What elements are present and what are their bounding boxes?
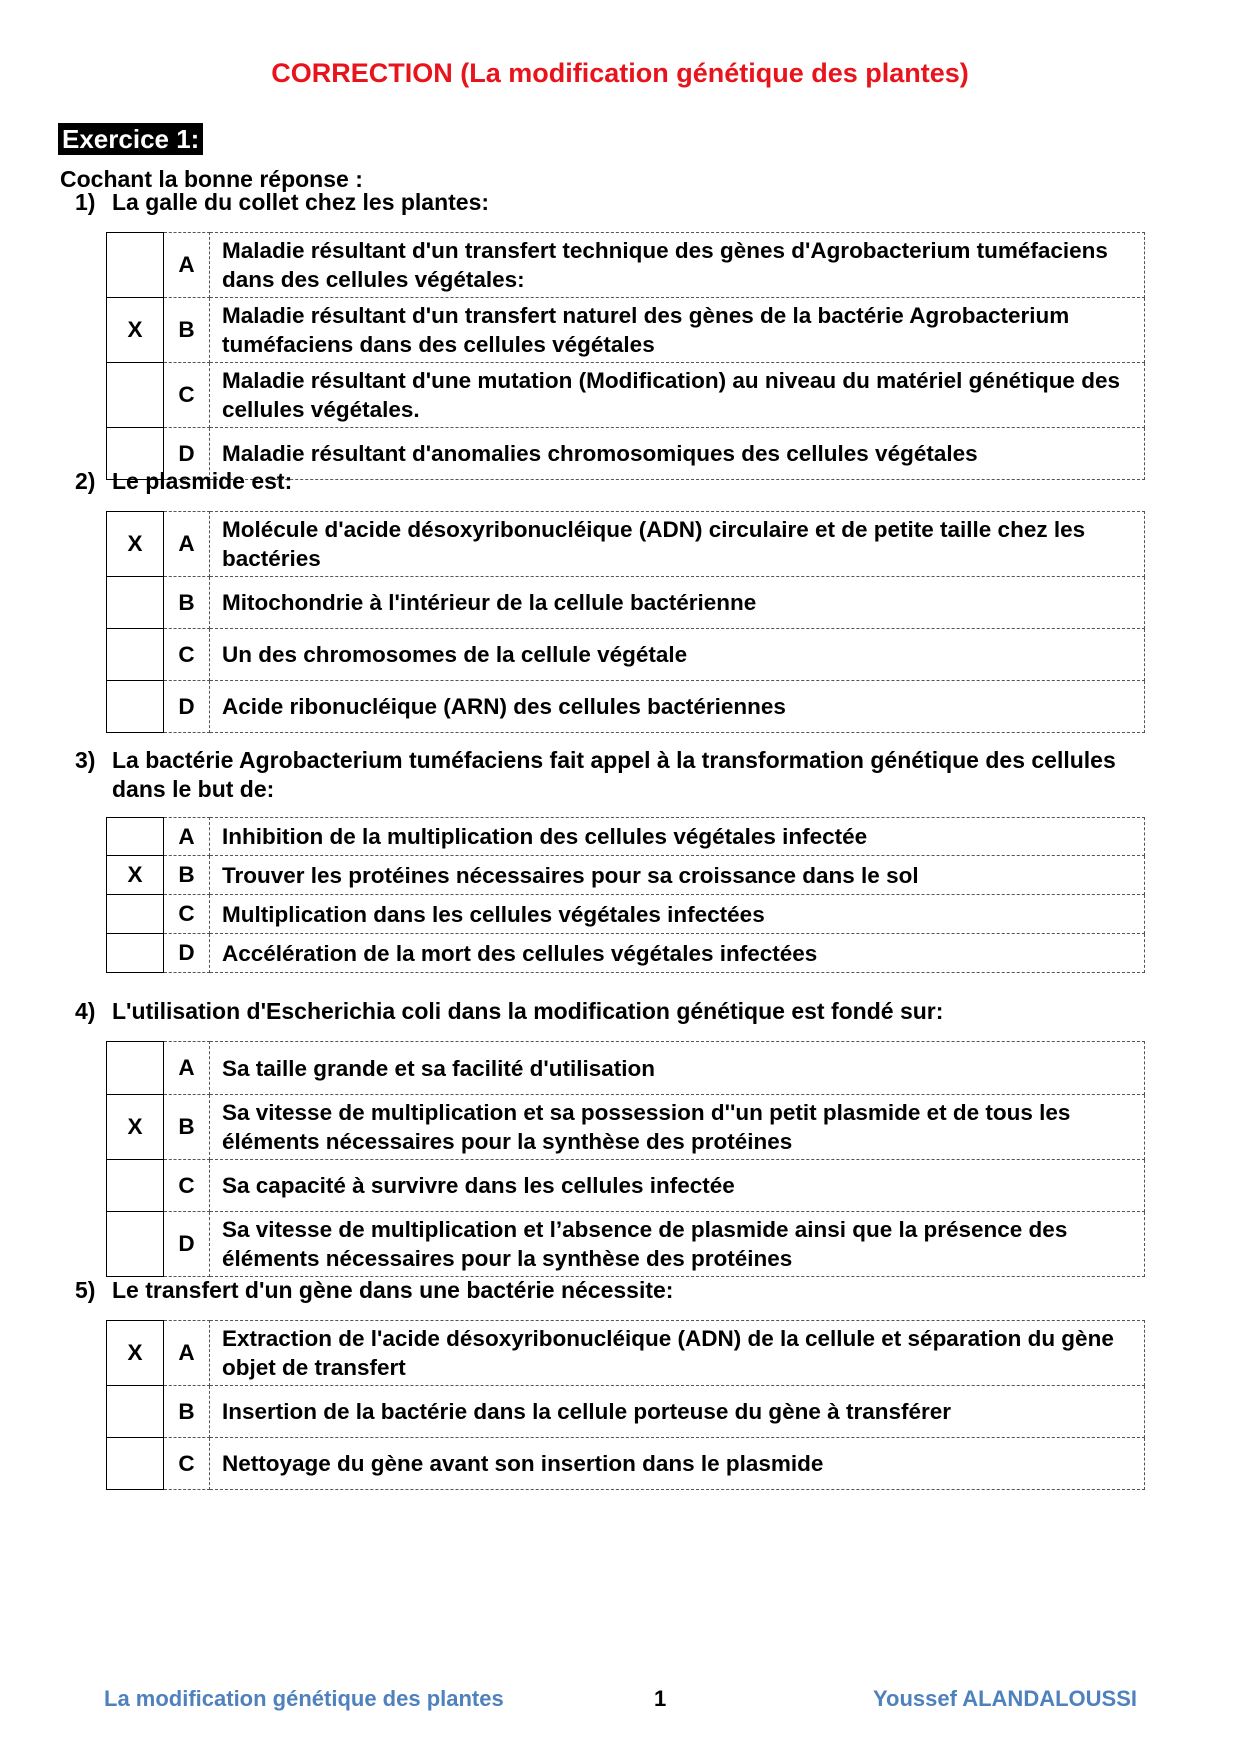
answer-text: Inhibition de la multiplication des cellules végétales infectée xyxy=(210,818,1145,856)
answer-text: Sa vitesse de multiplication et sa possession d''un petit plasmide et de tous les éléments nécessaires pour la synthèse des protéines xyxy=(210,1095,1145,1160)
answer-row xyxy=(107,363,1145,428)
answer-table-1 xyxy=(106,232,1145,480)
question-number: 3) xyxy=(75,747,96,773)
answer-checkbox[interactable] xyxy=(107,895,164,934)
answer-row xyxy=(107,298,1145,363)
answer-text: Maladie résultant d'un transfert naturel des gènes de la bactérie Agrobacterium tuméfaciens dans des cellules végétales xyxy=(210,298,1145,363)
answer-row xyxy=(107,1160,1145,1212)
answer-table-4 xyxy=(106,1041,1145,1277)
answer-letter: C xyxy=(164,1160,210,1212)
answer-checkbox[interactable]: X xyxy=(107,856,164,895)
answer-text: Trouver les protéines nécessaires pour sa croissance dans le sol xyxy=(210,856,1145,895)
answer-table-5 xyxy=(106,1320,1145,1490)
question-text: Le transfert d'un gène dans une bactérie nécessite: xyxy=(112,1277,674,1303)
answer-row xyxy=(107,577,1145,629)
answer-checkbox[interactable] xyxy=(107,629,164,681)
answer-letter: A xyxy=(164,1321,210,1386)
answer-text: Insertion de la bactérie dans la cellule porteuse du gène à transférer xyxy=(210,1386,1145,1438)
answer-table-2 xyxy=(106,511,1145,733)
answer-table-3 xyxy=(106,817,1145,973)
question-text: Le plasmide est: xyxy=(112,468,293,494)
answer-text: Mitochondrie à l'intérieur de la cellule bactérienne xyxy=(210,577,1145,629)
answer-letter: D xyxy=(164,428,210,480)
question-text: La bactérie Agrobacterium tuméfaciens fait appel à la transformation génétique des cellules dans le but de: xyxy=(112,747,1116,802)
question-2 xyxy=(75,467,1152,496)
answer-checkbox[interactable]: X xyxy=(107,1321,164,1386)
answer-letter: A xyxy=(164,233,210,298)
answer-letter: D xyxy=(164,934,210,973)
answer-row xyxy=(107,629,1145,681)
answer-text: Maladie résultant d'un transfert technique des gènes d'Agrobacterium tuméfaciens dans des cellules végétales: xyxy=(210,233,1145,298)
answer-text: Nettoyage du gène avant son insertion dans le plasmide xyxy=(210,1438,1145,1490)
answer-row xyxy=(107,1042,1145,1095)
answer-row xyxy=(107,856,1145,895)
answer-row xyxy=(107,1095,1145,1160)
question-text: L'utilisation d'Escherichia coli dans la modification génétique est fondé sur: xyxy=(112,998,944,1024)
exercise-label: Exercice 1: xyxy=(58,123,203,155)
answer-letter: B xyxy=(164,577,210,629)
answer-checkbox[interactable]: X xyxy=(107,298,164,363)
page-title: CORRECTION (La modification génétique des plantes) xyxy=(271,58,969,88)
answer-text: Extraction de l'acide désoxyribonucléique (ADN) de la cellule et séparation du gène objet de transfert xyxy=(210,1321,1145,1386)
answer-checkbox[interactable] xyxy=(107,233,164,298)
answer-text: Sa capacité à survivre dans les cellules infectée xyxy=(210,1160,1145,1212)
question-text: La galle du collet chez les plantes: xyxy=(112,189,490,215)
instruction: Cochant la bonne réponse : xyxy=(60,166,363,192)
footer-author: Youssef ALANDALOUSSI xyxy=(872,1686,1137,1711)
answer-text: Multiplication dans les cellules végétales infectées xyxy=(210,895,1145,934)
answer-text: Accélération de la mort des cellules végétales infectées xyxy=(210,934,1145,973)
answer-checkbox[interactable] xyxy=(107,934,164,973)
answer-checkbox[interactable] xyxy=(107,1212,164,1277)
answer-row xyxy=(107,895,1145,934)
answer-letter: B xyxy=(164,1386,210,1438)
answer-letter: B xyxy=(164,1095,210,1160)
footer-title: La modification génétique des plantes xyxy=(104,1686,504,1711)
answer-row xyxy=(107,1438,1145,1490)
answer-letter: D xyxy=(164,1212,210,1277)
answer-letter: A xyxy=(164,512,210,577)
answer-letter: B xyxy=(164,856,210,895)
answer-letter: C xyxy=(164,629,210,681)
answer-row xyxy=(107,681,1145,733)
answer-letter: A xyxy=(164,818,210,856)
answer-row xyxy=(107,818,1145,856)
question-3 xyxy=(75,746,1152,804)
answer-checkbox[interactable] xyxy=(107,1042,164,1095)
answer-text: Sa taille grande et sa facilité d'utilisation xyxy=(210,1042,1145,1095)
answer-letter: A xyxy=(164,1042,210,1095)
answer-text: Molécule d'acide désoxyribonucléique (ADN) circulaire et de petite taille chez les bactéries xyxy=(210,512,1145,577)
question-number: 2) xyxy=(75,468,96,494)
answer-checkbox[interactable] xyxy=(107,1386,164,1438)
answer-text: Acide ribonucléique (ARN) des cellules bactériennes xyxy=(210,681,1145,733)
page-number: 1 xyxy=(654,1686,667,1711)
answer-text: Un des chromosomes de la cellule végétale xyxy=(210,629,1145,681)
answer-row xyxy=(107,1386,1145,1438)
answer-letter: C xyxy=(164,363,210,428)
question-1 xyxy=(75,188,1152,217)
answer-text: Maladie résultant d'une mutation (Modification) au niveau du matériel génétique des cellules végétales. xyxy=(210,363,1145,428)
answer-checkbox[interactable] xyxy=(107,1438,164,1490)
question-4 xyxy=(75,997,1152,1026)
answer-checkbox[interactable] xyxy=(107,681,164,733)
question-number: 5) xyxy=(75,1277,96,1303)
answer-checkbox[interactable]: X xyxy=(107,1095,164,1160)
answer-checkbox[interactable] xyxy=(107,818,164,856)
answer-letter: D xyxy=(164,681,210,733)
answer-row xyxy=(107,1212,1145,1277)
question-number: 1) xyxy=(75,189,96,215)
answer-text: Maladie résultant d'anomalies chromosomiques des cellules végétales xyxy=(210,428,1145,480)
answer-row xyxy=(107,934,1145,973)
answer-row xyxy=(107,1321,1145,1386)
question-5 xyxy=(75,1276,1152,1305)
answer-text: Sa vitesse de multiplication et l’absence de plasmide ainsi que la présence des éléments nécessaires pour la synthèse des protéines xyxy=(210,1212,1145,1277)
answer-row xyxy=(107,233,1145,298)
answer-checkbox[interactable] xyxy=(107,363,164,428)
answer-letter: C xyxy=(164,1438,210,1490)
answer-row xyxy=(107,512,1145,577)
question-number: 4) xyxy=(75,998,96,1024)
answer-letter: B xyxy=(164,298,210,363)
answer-checkbox[interactable] xyxy=(107,1160,164,1212)
answer-letter: C xyxy=(164,895,210,934)
answer-checkbox[interactable] xyxy=(107,577,164,629)
answer-checkbox[interactable]: X xyxy=(107,512,164,577)
